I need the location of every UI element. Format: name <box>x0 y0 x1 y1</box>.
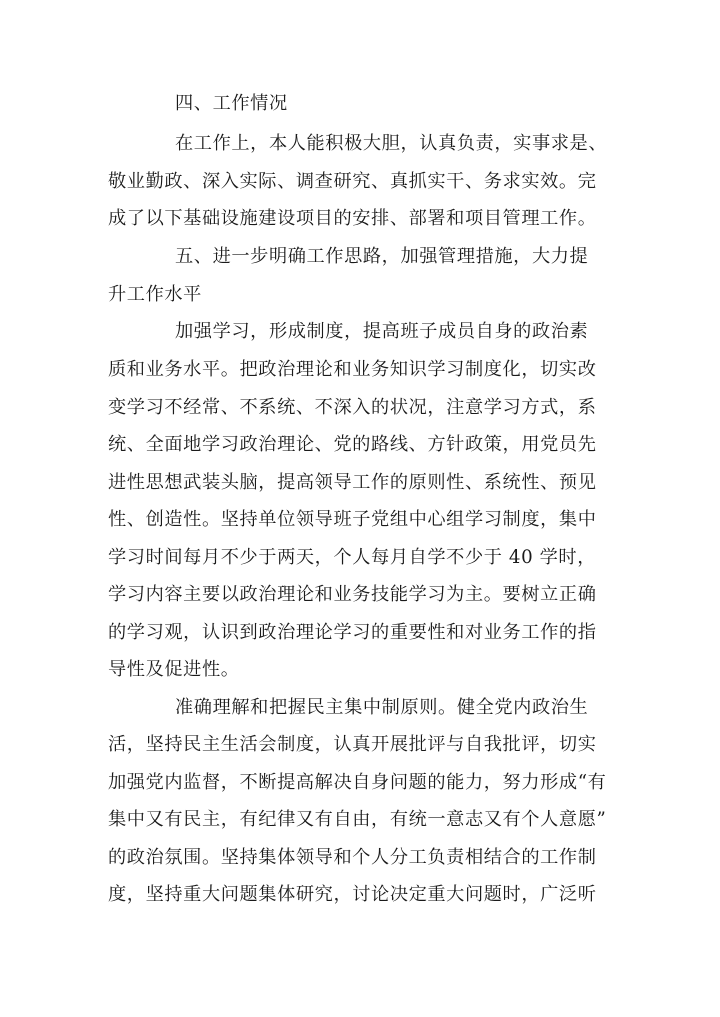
paragraph-line: 统、全面地学习政治理论、党的路线、方针政策，用党员先 <box>108 434 597 455</box>
paragraph-line: 活，坚持民主生活会制度，认真开展批评与自我批评，切实 <box>108 734 597 755</box>
paragraph-line: 的学习观，认识到政治理论学习的重要性和对业务工作的指 <box>108 622 597 643</box>
paragraph-line: 导性及促进性。 <box>108 659 240 680</box>
section-heading-5: 五、进一步明确工作思路，加强管理措施，大力提 <box>175 246 589 267</box>
paragraph-line: 加强学习，形成制度，提高班子成员自身的政治素 <box>175 321 589 342</box>
paragraph-line: 在工作上，本人能积极大胆，认真负责，实事求是、 <box>175 133 608 154</box>
paragraph-line: 度，坚持重大问题集体研究，讨论决定重大问题时，广泛听 <box>108 884 597 905</box>
paragraph-line: 准确理解和把握民主集中制原则。健全党内政治生 <box>175 697 589 718</box>
paragraph-line: 进性思想武装头脑，提高领导工作的原则性、系统性、预见 <box>108 472 597 493</box>
paragraph-line: 集中又有民主，有纪律又有自由，有统一意志又有个人意愿” <box>108 809 607 830</box>
paragraph-line: 变学习不经常、不系统、不深入的状况，注意学习方式，系 <box>108 397 597 418</box>
paragraph-line: 敬业勤政、深入实际、调查研究、真抓实干、务求实效。完 <box>108 171 597 192</box>
paragraph-line: 学习内容主要以政治理论和业务技能学习为主。要树立正确 <box>108 584 597 605</box>
paragraph-line: 的政治氛围。坚持集体领导和个人分工负责相结合的工作制 <box>108 847 597 868</box>
paragraph-line: 性、创造性。坚持单位领导班子党组中心组学习制度，集中 <box>108 509 597 530</box>
section-heading-4: 四、工作情况 <box>175 93 288 114</box>
section-heading-5-cont: 升工作水平 <box>108 284 202 305</box>
paragraph-line: 学习时间每月不少于两天，个人每月自学不少于 40 学时， <box>108 547 597 568</box>
paragraph-line: 质和业务水平。把政治理论和业务知识学习制度化，切实改 <box>108 359 597 380</box>
paragraph-line: 加强党内监督，不断提高解决自身问题的能力，努力形成“有 <box>108 772 607 793</box>
paragraph-line: 成了以下基础设施建设项目的安排、部署和项目管理工作。 <box>108 208 597 229</box>
